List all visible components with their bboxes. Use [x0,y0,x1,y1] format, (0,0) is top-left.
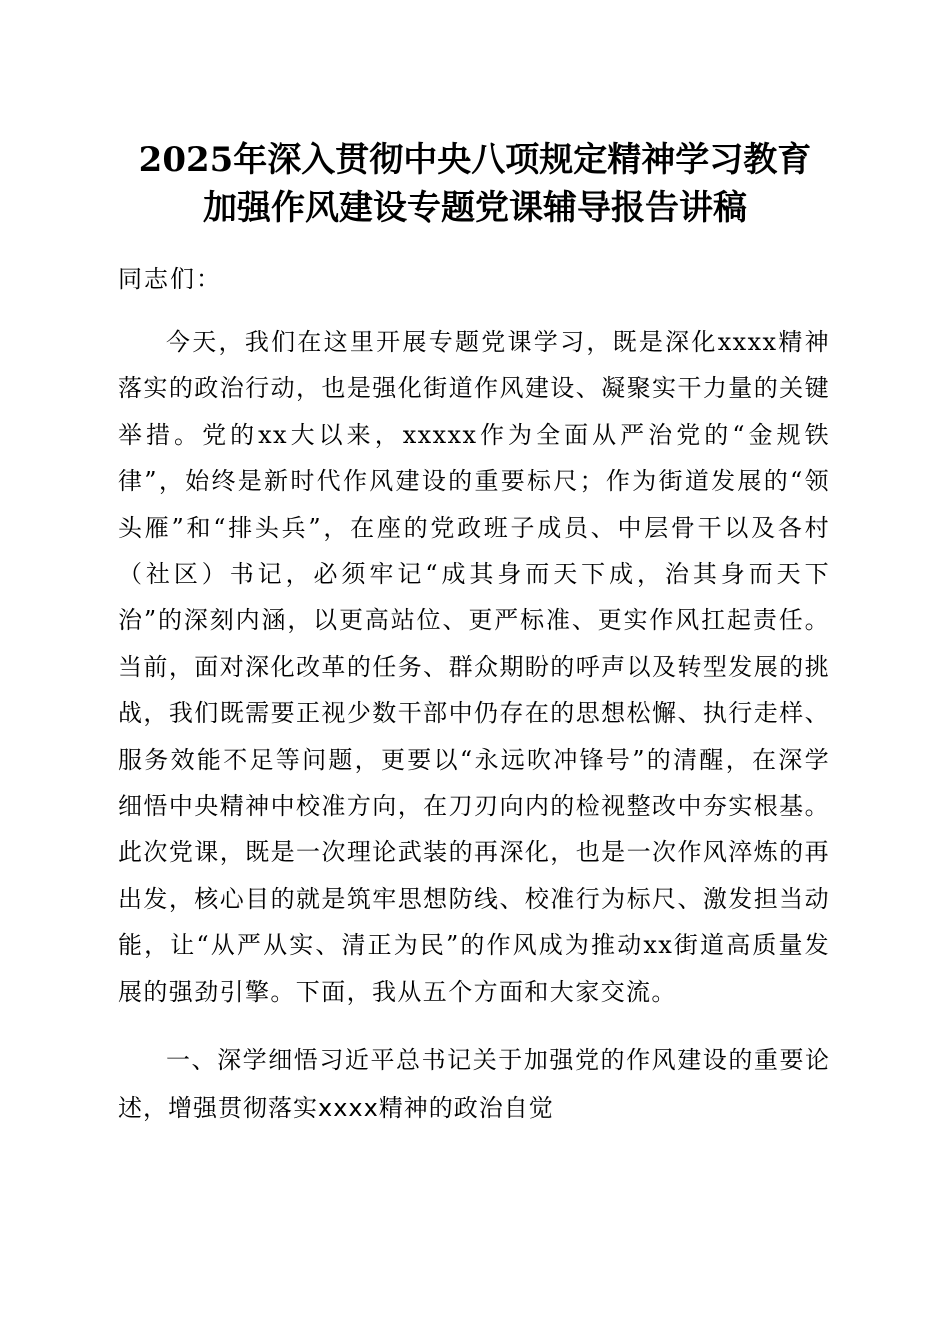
document-title-line-2: 加强作风建设专题党课辅导报告讲稿 [203,188,747,228]
salutation: 同志们： [118,265,222,293]
body-paragraph: 今天，我们在这里开展专题党课学习，既是深化xxxx精神落实的政治行动，也是强化街道作风建设、凝聚实干力量的关键举措。党的xx大以来，xxxxx作为全面从严治党的“金规铁律”，始终是新时代作风建设的重要标尺；作为街道发展的“领头雁”和“排头兵”，在座的党政班子成员、中层骨干以及各村（社区）书记，必须牢记“成其身而天下成，治其身而天下治”的深刻内涵，以更高站位、更严标准、更实作风扛起责任。当前，面对深化改革的任务、群众期盼的呼声以及转型发展的挑战，我们既需要正视少数干部中仍存在的思想松懈、执行走样、服务效能不足等问题，更要以“永远吹冲锋号”的清醒，在深学细悟中央精神中校准方向，在刀刃向内的检视整改中夯实根基。此次党课，既是一次理论武装的再深化，也是一次作风淬炼的再出发，核心目的就是筑牢思想防线、校准行为标尺、激发担当动能，让“从严从实、清正为民”的作风成为推动xx街道高质量发展的强劲引擎。下面，我从五个方面和大家交流。 [118,328,830,1006]
section-heading-1: 一、深学细悟习近平总书记关于加强党的作风建设的重要论述，增强贯彻落实xxxx精神的政治自觉 [118,1046,830,1122]
document-title-line-1: 2025年深入贯彻中央八项规定精神学习教育 [138,140,812,180]
